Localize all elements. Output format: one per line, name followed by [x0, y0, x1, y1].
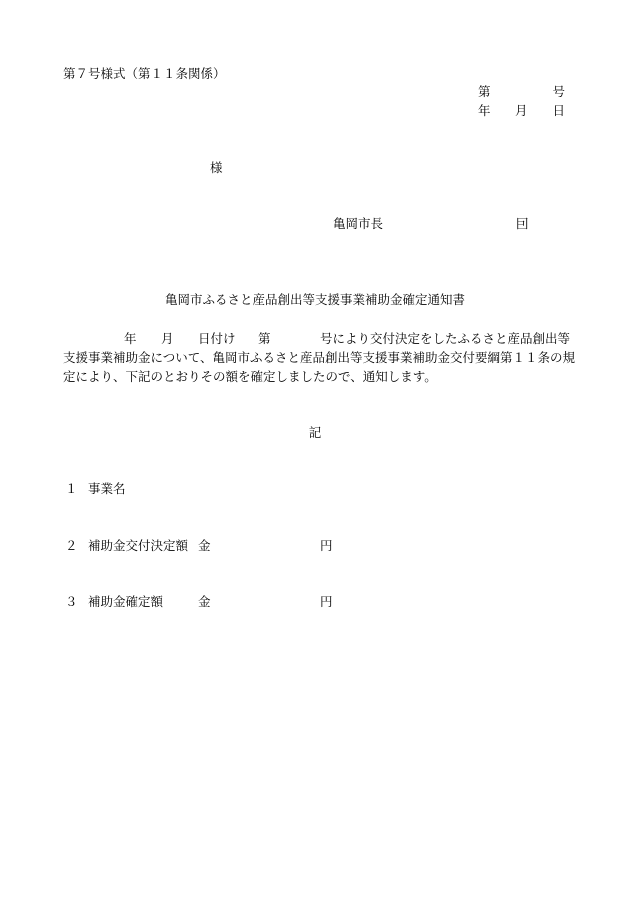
- document-number-prefix: 第: [478, 84, 491, 99]
- item-confirmed-amount: [63, 594, 363, 610]
- seal-mark: 囙: [516, 216, 529, 231]
- body-month: 月: [161, 331, 174, 346]
- body-year: 年: [124, 331, 137, 346]
- item-en: 円: [320, 538, 333, 553]
- document-title: 亀岡市ふるさと産品創出等支援事業補助金確定通知書: [164, 292, 465, 307]
- item-label: 補助金交付決定額: [88, 538, 189, 553]
- body-no: 第: [258, 331, 271, 346]
- sender-name: 亀岡市長: [333, 216, 384, 231]
- issue-date-year: 年: [478, 103, 491, 118]
- ki-heading: 記: [308, 425, 322, 440]
- issue-date-month: 月: [515, 103, 528, 118]
- form-label: 第７号様式（第１１条関係）: [63, 66, 226, 81]
- item-project-name: [63, 481, 363, 497]
- item-kin: 金: [198, 594, 211, 609]
- item-decided-amount: [63, 538, 363, 554]
- body-dated: 日付け: [198, 331, 236, 346]
- body-line-2: 支援事業補助金について、亀岡市ふるさと産品創出等支援事業補助金交付要綱第１１条の規: [63, 350, 576, 365]
- addressee-honorific: 様: [210, 160, 223, 175]
- item-label: 事業名: [88, 481, 126, 496]
- body-line-3: 定により、下記のとおりその額を確定しましたので、通知します。: [63, 369, 437, 384]
- item-kin: 金: [198, 538, 211, 553]
- item-number: １: [65, 481, 78, 496]
- issue-date-day: 日: [552, 103, 565, 118]
- item-en: 円: [320, 594, 333, 609]
- document-number-suffix: 号: [552, 84, 565, 99]
- item-number: ２: [65, 538, 78, 553]
- item-label: 補助金確定額: [88, 594, 164, 609]
- body-line-1-rest: 号により交付決定をしたふるさと産品創出等: [320, 331, 571, 346]
- item-number: ３: [65, 594, 78, 609]
